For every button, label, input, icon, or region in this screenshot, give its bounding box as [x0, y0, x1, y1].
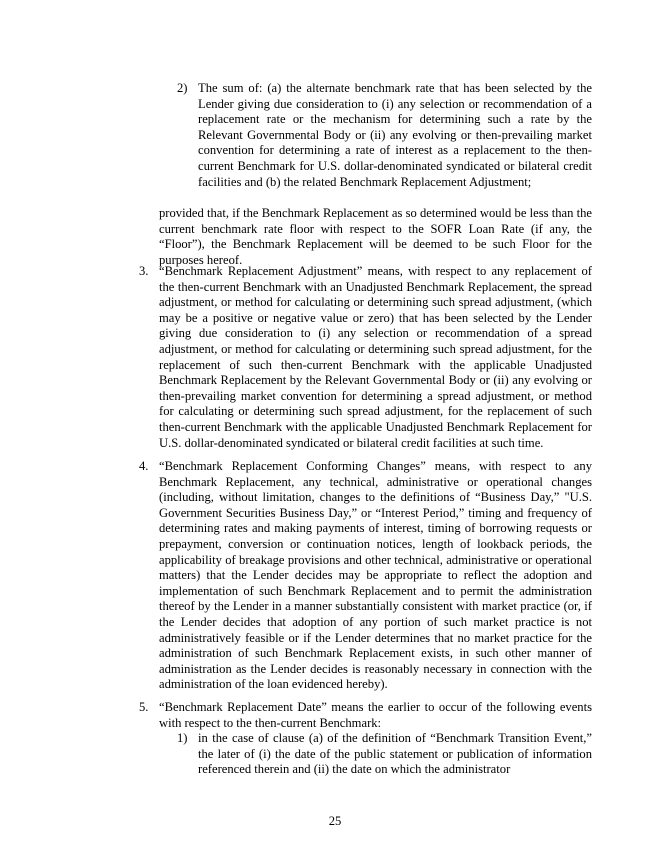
list-marker: 3.: [139, 264, 149, 278]
list-marker: 4.: [139, 459, 149, 473]
page-number: 25: [328, 814, 342, 828]
proviso-paragraph: provided that, if the Benchmark Replacement as so determined would be less than the current benchmark rate floor with respect to the SOFR Loan Rate (if any, the “Floor”), the Benchmark Replacement will be deemed to be such Floor for the purposes hereof.: [159, 206, 592, 267]
item-5-text: “Benchmark Replacement Date” means the earlier to occur of the following events with respect to the then-current Benchmark:: [159, 700, 592, 730]
list-marker: 2): [177, 81, 188, 95]
item-4-text: “Benchmark Replacement Conforming Changes” means, with respect to any Benchmark Replacement, any technical, administrative or operational changes (including, without limitation, changes to the definitions of “Business Day,” "U.S. Government Securities Business Day,” or “Interest Period,” timing and frequency of determining rates and making payments of interest, timing of borrowing requests or prepayment, conversion or continuation notices, length of lookback periods, the applicability of breakage provisions and other technical, administrative or operational matters) that the Lender decides may be appropriate to reflect the adoption and implementation of such Benchmark Replacement and to permit the administration thereof by the Lender in a manner substantially consistent with market practice (or, if the Lender decides that adoption of any portion of such market practice is not administratively feasible or if the Lender determines that no market practice for the administration of such Benchmark Replacement exists, in such other manner of administration as the Lender decides is reasonably necessary in connection with the administration of the loan evidenced hereby).: [159, 459, 592, 692]
sub-item-2-text: The sum of: (a) the alternate benchmark rate that has been selected by the Lender giving due consideration to (i) any selection or recommendation of a replacement rate or the mechanism for determining such a rate by the Relevant Governmental Body or (ii) any evolving or then-prevailing market convention for determining a rate of interest as a replacement to the then-current Benchmark for U.S. dollar-denominated syndicated or bilateral credit facilities and (b) the related Benchmark Replacement Adjustment;: [198, 81, 592, 189]
list-marker: 5.: [139, 700, 149, 714]
sub-item-5-1-text: in the case of clause (a) of the definition of “Benchmark Transition Event,” the later of (i) the date of the public statement or publication of information referenced therein and (ii) the date on which the administrator: [198, 731, 592, 777]
item-3-text: “Benchmark Replacement Adjustment” means, with respect to any replacement of the then-current Benchmark with an Unadjusted Benchmark Replacement, the spread adjustment, or method for calculating or determining such spread adjustment, (which may be a positive or negative value or zero) that has been selected by the Lender giving due consideration to (i) any selection or recommendation of a spread adjustment, or method for calculating or determining such spread adjustment, for the replacement of such then-current Benchmark with the applicable Unadjusted Benchmark Replacement by the Relevant Governmental Body or (ii) any evolving or then-prevailing market convention for determining a spread adjustment, or method for calculating or determining such spread adjustment, for the replacement of such then-current Benchmark with the applicable Unadjusted Benchmark Replacement for U.S. dollar-denominated syndicated or bilateral credit facilities at such time.: [159, 264, 592, 450]
list-marker: 1): [177, 731, 188, 745]
